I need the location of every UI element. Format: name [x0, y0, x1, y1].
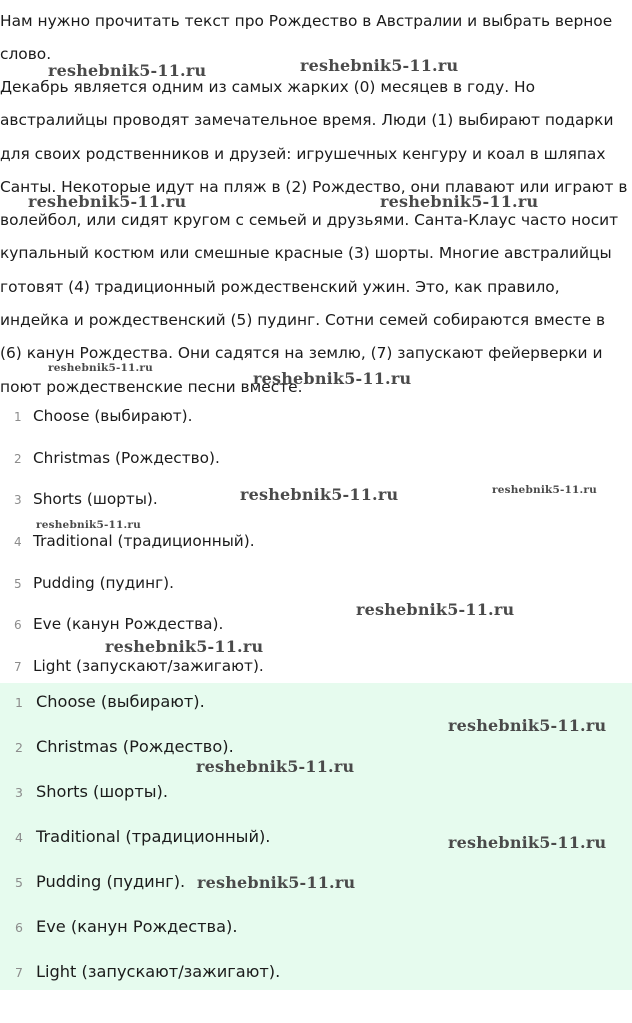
- item-number: 2: [15, 740, 23, 755]
- watermark: reshebnik5-11.ru: [28, 192, 187, 211]
- watermark: reshebnik5-11.ru: [197, 873, 356, 892]
- item-text: Shorts (шорты).: [36, 782, 168, 801]
- item-text: Light (запускают/зажигают).: [33, 657, 264, 676]
- item-number: 3: [14, 493, 22, 508]
- watermark: reshebnik5-11.ru: [253, 369, 412, 388]
- item-text: Choose (выбирают).: [33, 407, 193, 425]
- intro-text: Нам нужно прочитать текст про Рождество в Австралии и выбрать верное слово.: [0, 12, 613, 64]
- item-number: 1: [15, 695, 23, 710]
- watermark: reshebnik5-11.ru: [448, 716, 607, 735]
- list-item: [0, 775, 632, 820]
- item-text: Christmas (Рождество).: [33, 448, 220, 467]
- list-item: [0, 910, 632, 955]
- list-item: [0, 525, 632, 567]
- item-number: 4: [15, 830, 23, 845]
- item-text: Light (запускают/зажигают).: [36, 962, 281, 981]
- item-number: 6: [15, 920, 23, 935]
- list-item: [0, 442, 632, 484]
- item-number: 1: [14, 410, 22, 424]
- watermark: reshebnik5-11.ru: [356, 600, 515, 619]
- item-text: Traditional (традиционный).: [33, 532, 255, 551]
- item-text: Shorts (шорты).: [33, 490, 158, 509]
- answer-list: [0, 400, 632, 692]
- item-text: Eve (канун Рождества).: [33, 615, 224, 634]
- watermark: reshebnik5-11.ru: [448, 833, 607, 852]
- item-text: Christmas (Рождество).: [36, 737, 234, 756]
- list-item: [0, 608, 632, 650]
- item-text: Eve (канун Рождества).: [36, 917, 238, 936]
- item-text: Traditional (традиционный).: [36, 827, 271, 846]
- watermark: reshebnik5-11.ru: [380, 192, 539, 211]
- watermark: reshebnik5-11.ru: [492, 484, 597, 496]
- watermark: reshebnik5-11.ru: [105, 637, 264, 656]
- watermark: reshebnik5-11.ru: [36, 519, 141, 531]
- watermark: reshebnik5-11.ru: [300, 56, 459, 75]
- item-number: 4: [14, 535, 22, 550]
- list-item: [0, 955, 632, 1000]
- watermark: reshebnik5-11.ru: [48, 61, 207, 80]
- watermark: reshebnik5-11.ru: [48, 362, 153, 374]
- item-number: 5: [14, 576, 22, 591]
- watermark: reshebnik5-11.ru: [240, 485, 399, 504]
- item-text: Pudding (пудинг).: [36, 872, 186, 891]
- item-number: 7: [15, 965, 23, 980]
- item-number: 3: [15, 785, 23, 800]
- list-item: [0, 400, 632, 442]
- item-number: 5: [15, 875, 23, 890]
- item-text: Pudding (пудинг).: [33, 573, 174, 592]
- item-number: 7: [14, 660, 22, 675]
- item-text: Choose (выбирают).: [36, 692, 205, 711]
- list-item: [0, 567, 632, 609]
- watermark: reshebnik5-11.ru: [196, 757, 355, 776]
- item-number: 2: [14, 451, 22, 466]
- item-number: 6: [14, 618, 22, 633]
- story-paragraph: Декабрь является одним из самых жарких (0) месяцев в году. Но австралийцы проводят замечательное время. Люди (1) выбирают подарки для своих родственников и друзей: игрушечных кенгуру и коал в шляпах Санты. Некоторые идут на пляж в (2) Рождество, они плавают или играют в волейбол, или сидят кругом с семьей и друзьями. Санта-Клаус часто носит купальный костюм или смешные красные (3) шорты. Многие австралийцы готовят (4) традиционный рождественский ужин. Это, как правило, индейка и рождественский (5) пудинг. Сотни семей собираются вместе в (6) канун Рождества. Они садятся на землю, (7) запускают фейерверки и поют рождественские песни вместе.: [0, 78, 628, 396]
